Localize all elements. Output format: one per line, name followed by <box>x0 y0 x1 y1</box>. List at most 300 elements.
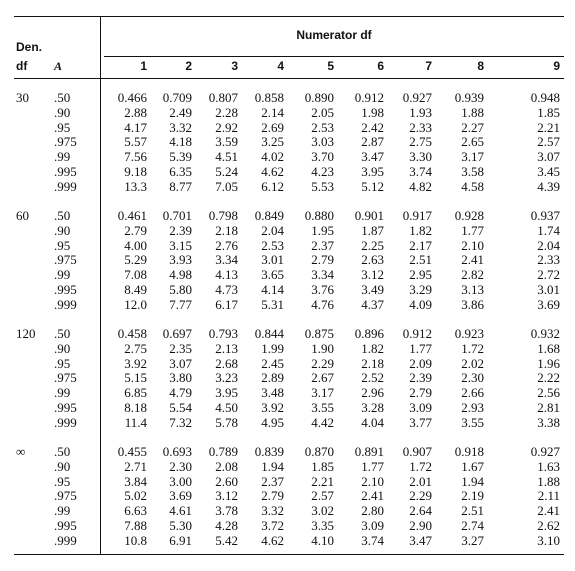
table-cell: 2.30 <box>461 370 484 386</box>
table-row <box>14 533 564 548</box>
column-header-3: 3 <box>231 59 238 73</box>
table-row <box>14 223 564 238</box>
table-cell: 7.56 <box>124 149 147 165</box>
table-cell: 0.709 <box>162 90 192 105</box>
table-cell: 2.18 <box>361 355 384 371</box>
table-cell: 3.10 <box>537 532 560 548</box>
table-cell: 2.68 <box>215 355 238 371</box>
table-cell: 3.76 <box>311 282 334 297</box>
table-cell: 4.02 <box>261 149 284 165</box>
table-cell: 1.82 <box>409 222 432 238</box>
table-cell: 2.42 <box>361 119 384 135</box>
table-cell: 2.96 <box>361 385 384 401</box>
table-cell: 3.45 <box>537 164 560 179</box>
alpha-value: .99 <box>54 149 71 165</box>
table-cell: 4.10 <box>311 532 334 548</box>
table-cell: 2.13 <box>215 340 238 356</box>
table-cell: 4.28 <box>215 518 238 533</box>
table-cell: 2.41 <box>537 503 560 519</box>
table-cell: 0.937 <box>530 208 560 223</box>
table-cell: 5.78 <box>215 414 238 430</box>
table-cell: 3.95 <box>215 385 238 401</box>
table-cell: 1.68 <box>537 340 560 356</box>
table-cell: 2.39 <box>169 222 192 238</box>
table-cell: 1.93 <box>409 104 432 120</box>
table-cell: 2.75 <box>124 340 147 356</box>
numerator-df-title: Numerator df <box>296 28 372 42</box>
alpha-value: .999 <box>54 414 77 430</box>
table-cell: 0.461 <box>117 208 147 223</box>
table-cell: 2.87 <box>361 134 384 150</box>
table-cell: 3.95 <box>361 164 384 179</box>
table-cell: 2.79 <box>311 252 334 268</box>
table-row <box>14 238 564 253</box>
table-cell: 1.77 <box>409 340 432 356</box>
table-cell: 0.798 <box>208 208 238 223</box>
table-cell: 0.917 <box>402 208 432 223</box>
table-cell: 0.896 <box>354 326 384 341</box>
table-cell: 1.67 <box>461 458 484 474</box>
table-cell: 4.95 <box>261 414 284 430</box>
table-cell: 2.33 <box>409 119 432 135</box>
table-cell: 6.12 <box>261 178 284 194</box>
table-cell: 2.10 <box>361 473 384 489</box>
table-cell: 4.18 <box>169 134 192 150</box>
table-cell: 2.19 <box>461 488 484 504</box>
table-cell: 3.13 <box>461 282 484 297</box>
alpha-value: .999 <box>54 178 77 194</box>
table-cell: 2.75 <box>409 134 432 150</box>
table-cell: 3.28 <box>361 400 384 415</box>
table-cell: 2.82 <box>461 267 484 283</box>
denominator-df: ∞ <box>16 444 26 459</box>
table-cell: 2.18 <box>215 222 238 238</box>
table-cell: 3.48 <box>261 385 284 401</box>
table-cell: 4.61 <box>169 503 192 519</box>
table-cell: 2.93 <box>461 400 484 415</box>
table-cell: 2.80 <box>361 503 384 519</box>
table-cell: 2.79 <box>261 488 284 504</box>
table-cell: 2.29 <box>409 488 432 504</box>
table-cell: 1.85 <box>537 104 560 120</box>
table-cell: 0.789 <box>208 444 238 459</box>
table-row <box>14 370 564 385</box>
column-header-4: 4 <box>277 59 284 73</box>
table-cell: 3.29 <box>409 282 432 297</box>
table-cell: 8.18 <box>124 400 147 415</box>
table-cell: 3.74 <box>361 532 384 548</box>
table-cell: 3.55 <box>461 414 484 430</box>
table-cell: 3.69 <box>169 488 192 504</box>
table-cell: 1.98 <box>361 104 384 120</box>
table-cell: 3.84 <box>124 473 147 489</box>
table-cell: 3.38 <box>537 414 560 430</box>
df-block <box>14 326 564 432</box>
table-cell: 3.59 <box>215 134 238 150</box>
table-cell: 4.37 <box>361 296 384 312</box>
table-row <box>14 385 564 400</box>
table-cell: 0.455 <box>117 444 147 459</box>
table-cell: 1.99 <box>261 340 284 356</box>
table-cell: 3.27 <box>461 532 484 548</box>
table-cell: 12.0 <box>124 296 147 312</box>
df-block <box>14 90 564 196</box>
table-cell: 3.07 <box>537 149 560 165</box>
table-cell: 0.912 <box>354 90 384 105</box>
column-header-7: 7 <box>425 59 432 73</box>
table-cell: 2.01 <box>409 473 432 489</box>
table-cell: 5.39 <box>169 149 192 165</box>
table-cell: 2.51 <box>409 252 432 268</box>
alpha-value: .95 <box>54 119 71 135</box>
table-cell: 0.927 <box>530 444 560 459</box>
table-cell: 5.02 <box>124 488 147 504</box>
table-row <box>14 252 564 267</box>
table-row <box>14 488 564 503</box>
table-cell: 4.23 <box>311 164 334 179</box>
alpha-value: .975 <box>54 252 77 268</box>
table-cell: 3.09 <box>361 518 384 533</box>
table-row <box>14 444 564 459</box>
table-cell: 7.05 <box>215 178 238 194</box>
table-cell: 2.69 <box>261 119 284 135</box>
table-row <box>14 120 564 135</box>
table-cell: 3.09 <box>409 400 432 415</box>
table-cell: 3.72 <box>261 518 284 533</box>
table-cell: 2.30 <box>169 458 192 474</box>
table-cell: 2.53 <box>311 119 334 135</box>
table-row <box>14 267 564 282</box>
table-row <box>14 474 564 489</box>
table-cell: 0.891 <box>354 444 384 459</box>
table-cell: 3.47 <box>409 532 432 548</box>
alpha-value: .90 <box>54 222 71 238</box>
table-cell: 5.53 <box>311 178 334 194</box>
table-cell: 0.880 <box>304 208 334 223</box>
table-cell: 1.96 <box>537 355 560 371</box>
table-cell: 5.31 <box>261 296 284 312</box>
table-cell: 5.54 <box>169 400 192 415</box>
alpha-value: .99 <box>54 503 71 519</box>
table-top-rule <box>14 16 564 17</box>
denominator-df: 30 <box>16 90 29 105</box>
table-cell: 1.88 <box>461 104 484 120</box>
table-cell: 2.37 <box>261 473 284 489</box>
table-cell: 3.70 <box>311 149 334 165</box>
table-cell: 3.69 <box>537 296 560 312</box>
denominator-df: 60 <box>16 208 29 223</box>
alpha-value: .975 <box>54 370 77 386</box>
table-cell: 4.39 <box>537 178 560 194</box>
alpha-value: .995 <box>54 282 77 297</box>
table-cell: 2.76 <box>215 237 238 253</box>
table-cell: 2.74 <box>461 518 484 533</box>
table-cell: 13.3 <box>124 178 147 194</box>
table-row <box>14 164 564 179</box>
df-block <box>14 208 564 314</box>
df-block <box>14 444 564 550</box>
table-cell: 2.51 <box>461 503 484 519</box>
table-cell: 2.17 <box>409 237 432 253</box>
table-cell: 2.88 <box>124 104 147 120</box>
table-cell: 5.80 <box>169 282 192 297</box>
table-cell: 0.928 <box>454 208 484 223</box>
header-bottom-rule <box>14 78 564 79</box>
table-cell: 3.03 <box>311 134 334 150</box>
table-cell: 6.85 <box>124 385 147 401</box>
table-cell: 2.25 <box>361 237 384 253</box>
table-row <box>14 105 564 120</box>
table-row <box>14 459 564 474</box>
table-cell: 2.04 <box>537 237 560 253</box>
table-cell: 2.08 <box>215 458 238 474</box>
table-row <box>14 356 564 371</box>
table-cell: 3.34 <box>215 252 238 268</box>
table-cell: 2.52 <box>361 370 384 386</box>
table-cell: 2.57 <box>537 134 560 150</box>
table-cell: 4.09 <box>409 296 432 312</box>
table-cell: 3.35 <box>311 518 334 533</box>
alpha-value: .999 <box>54 296 77 312</box>
table-cell: 2.72 <box>537 267 560 283</box>
table-bottom-rule <box>14 554 564 555</box>
alpha-value: .995 <box>54 164 77 179</box>
table-cell: 3.92 <box>261 400 284 415</box>
table-cell: 0.927 <box>402 90 432 105</box>
table-cell: 2.79 <box>124 222 147 238</box>
alpha-value: .995 <box>54 400 77 415</box>
table-cell: 0.939 <box>454 90 484 105</box>
table-cell: 4.13 <box>215 267 238 283</box>
alpha-value: .99 <box>54 385 71 401</box>
table-cell: 4.50 <box>215 400 238 415</box>
alpha-value: .90 <box>54 104 71 120</box>
alpha-value: .90 <box>54 340 71 356</box>
table-cell: 0.701 <box>162 208 192 223</box>
alpha-value: .50 <box>54 444 71 459</box>
table-cell: 4.58 <box>461 178 484 194</box>
table-cell: 0.858 <box>254 90 284 105</box>
table-cell: 4.00 <box>124 237 147 253</box>
table-row <box>14 179 564 194</box>
table-cell: 3.02 <box>311 503 334 519</box>
table-cell: 2.35 <box>169 340 192 356</box>
table-cell: 2.49 <box>169 104 192 120</box>
table-cell: 0.693 <box>162 444 192 459</box>
table-cell: 4.76 <box>311 296 334 312</box>
table-cell: 0.875 <box>304 326 334 341</box>
table-cell: 1.87 <box>361 222 384 238</box>
table-cell: 6.35 <box>169 164 192 179</box>
table-cell: 0.932 <box>530 326 560 341</box>
table-cell: 0.807 <box>208 90 238 105</box>
table-cell: 2.95 <box>409 267 432 283</box>
table-cell: 2.89 <box>261 370 284 386</box>
table-row <box>14 415 564 430</box>
table-cell: 4.79 <box>169 385 192 401</box>
table-row <box>14 208 564 223</box>
table-cell: 1.88 <box>537 473 560 489</box>
table-cell: 6.17 <box>215 296 238 312</box>
table-cell: 0.912 <box>402 326 432 341</box>
table-cell: 3.49 <box>361 282 384 297</box>
table-cell: 7.32 <box>169 414 192 430</box>
table-cell: 0.907 <box>402 444 432 459</box>
df-label: df <box>16 59 28 73</box>
table-cell: 1.82 <box>361 340 384 356</box>
table-cell: 3.07 <box>169 355 192 371</box>
table-cell: 0.901 <box>354 208 384 223</box>
table-cell: 0.870 <box>304 444 334 459</box>
table-cell: 5.12 <box>361 178 384 194</box>
table-cell: 1.63 <box>537 458 560 474</box>
table-cell: 1.72 <box>409 458 432 474</box>
alpha-value: .995 <box>54 518 77 533</box>
table-row <box>14 297 564 312</box>
alpha-value: .50 <box>54 90 71 105</box>
table-cell: 1.77 <box>461 222 484 238</box>
table-cell: 3.93 <box>169 252 192 268</box>
table-row <box>14 341 564 356</box>
alpha-value: .95 <box>54 355 71 371</box>
table-cell: 2.56 <box>537 385 560 401</box>
table-cell: 2.90 <box>409 518 432 533</box>
table-cell: 5.42 <box>215 532 238 548</box>
column-header-6: 6 <box>377 59 384 73</box>
table-cell: 0.839 <box>254 444 284 459</box>
alpha-value: .50 <box>54 208 71 223</box>
table-row <box>14 518 564 533</box>
table-cell: 2.45 <box>261 355 284 371</box>
table-cell: 0.844 <box>254 326 284 341</box>
table-cell: 1.74 <box>537 222 560 238</box>
table-cell: 1.94 <box>461 473 484 489</box>
table-cell: 11.4 <box>124 414 147 430</box>
table-cell: 0.948 <box>530 90 560 105</box>
table-cell: 3.47 <box>361 149 384 165</box>
column-header-5: 5 <box>327 59 334 73</box>
table-cell: 3.12 <box>215 488 238 504</box>
table-cell: 10.8 <box>124 532 147 548</box>
table-cell: 6.63 <box>124 503 147 519</box>
table-cell: 2.21 <box>311 473 334 489</box>
table-cell: 2.62 <box>537 518 560 533</box>
table-row <box>14 149 564 164</box>
table-cell: 3.32 <box>261 503 284 519</box>
table-cell: 0.849 <box>254 208 284 223</box>
table-cell: 3.86 <box>461 296 484 312</box>
table-cell: 7.08 <box>124 267 147 283</box>
column-header-1: 1 <box>140 59 147 73</box>
table-cell: 2.09 <box>409 355 432 371</box>
table-cell: 2.05 <box>311 104 334 120</box>
column-header-8: 8 <box>477 59 484 73</box>
table-cell: 3.23 <box>215 370 238 386</box>
table-cell: 2.79 <box>409 385 432 401</box>
table-cell: 6.91 <box>169 532 192 548</box>
table-cell: 4.73 <box>215 282 238 297</box>
table-cell: 4.62 <box>261 164 284 179</box>
table-cell: 3.34 <box>311 267 334 283</box>
table-cell: 2.41 <box>461 252 484 268</box>
table-cell: 2.37 <box>311 237 334 253</box>
table-cell: 2.65 <box>461 134 484 150</box>
table-cell: 3.17 <box>311 385 334 401</box>
table-cell: 1.77 <box>361 458 384 474</box>
table-cell: 3.65 <box>261 267 284 283</box>
table-cell: 0.466 <box>117 90 147 105</box>
table-cell: 2.14 <box>261 104 284 120</box>
alpha-value: .95 <box>54 237 71 253</box>
table-cell: 3.55 <box>311 400 334 415</box>
table-cell: 4.82 <box>409 178 432 194</box>
table-cell: 3.01 <box>537 282 560 297</box>
table-cell: 2.57 <box>311 488 334 504</box>
denominator-df: 120 <box>16 326 36 341</box>
alpha-value: .975 <box>54 488 77 504</box>
den-label: Den. <box>16 40 43 54</box>
table-cell: 2.66 <box>461 385 484 401</box>
table-cell: 4.98 <box>169 267 192 283</box>
table-cell: 3.74 <box>409 164 432 179</box>
table-cell: 1.95 <box>311 222 334 238</box>
table-cell: 3.15 <box>169 237 192 253</box>
table-cell: 3.00 <box>169 473 192 489</box>
table-cell: 3.78 <box>215 503 238 519</box>
table-cell: 2.39 <box>409 370 432 386</box>
table-row <box>14 134 564 149</box>
table-cell: 2.81 <box>537 400 560 415</box>
table-cell: 2.22 <box>537 370 560 386</box>
table-cell: 4.14 <box>261 282 284 297</box>
table-cell: 5.29 <box>124 252 147 268</box>
table-cell: 8.49 <box>124 282 147 297</box>
table-cell: 2.67 <box>311 370 334 386</box>
table-cell: 5.24 <box>215 164 238 179</box>
table-cell: 7.77 <box>169 296 192 312</box>
table-cell: 2.04 <box>261 222 284 238</box>
table-cell: 1.85 <box>311 458 334 474</box>
table-cell: 3.25 <box>261 134 284 150</box>
table-cell: 3.77 <box>409 414 432 430</box>
table-cell: 2.02 <box>461 355 484 371</box>
table-row <box>14 326 564 341</box>
alpha-value: .99 <box>54 267 71 283</box>
table-cell: 2.29 <box>311 355 334 371</box>
table-cell: 2.33 <box>537 252 560 268</box>
table-cell: 0.697 <box>162 326 192 341</box>
alpha-value: .999 <box>54 532 77 548</box>
table-row <box>14 400 564 415</box>
table-cell: 4.62 <box>261 532 284 548</box>
table-cell: 3.01 <box>261 252 284 268</box>
alpha-value: .50 <box>54 326 71 341</box>
table-cell: 4.51 <box>215 149 238 165</box>
alpha-label: A <box>54 59 63 73</box>
table-cell: 3.58 <box>461 164 484 179</box>
table-cell: 2.21 <box>537 119 560 135</box>
table-cell: 4.17 <box>124 119 147 135</box>
table-cell: 2.92 <box>215 119 238 135</box>
alpha-value: .90 <box>54 458 71 474</box>
table-cell: 9.18 <box>124 164 147 179</box>
table-row <box>14 282 564 297</box>
table-cell: 3.30 <box>409 149 432 165</box>
table-cell: 5.30 <box>169 518 192 533</box>
table-cell: 2.60 <box>215 473 238 489</box>
table-cell: 4.04 <box>361 414 384 430</box>
table-cell: 3.92 <box>124 355 147 371</box>
